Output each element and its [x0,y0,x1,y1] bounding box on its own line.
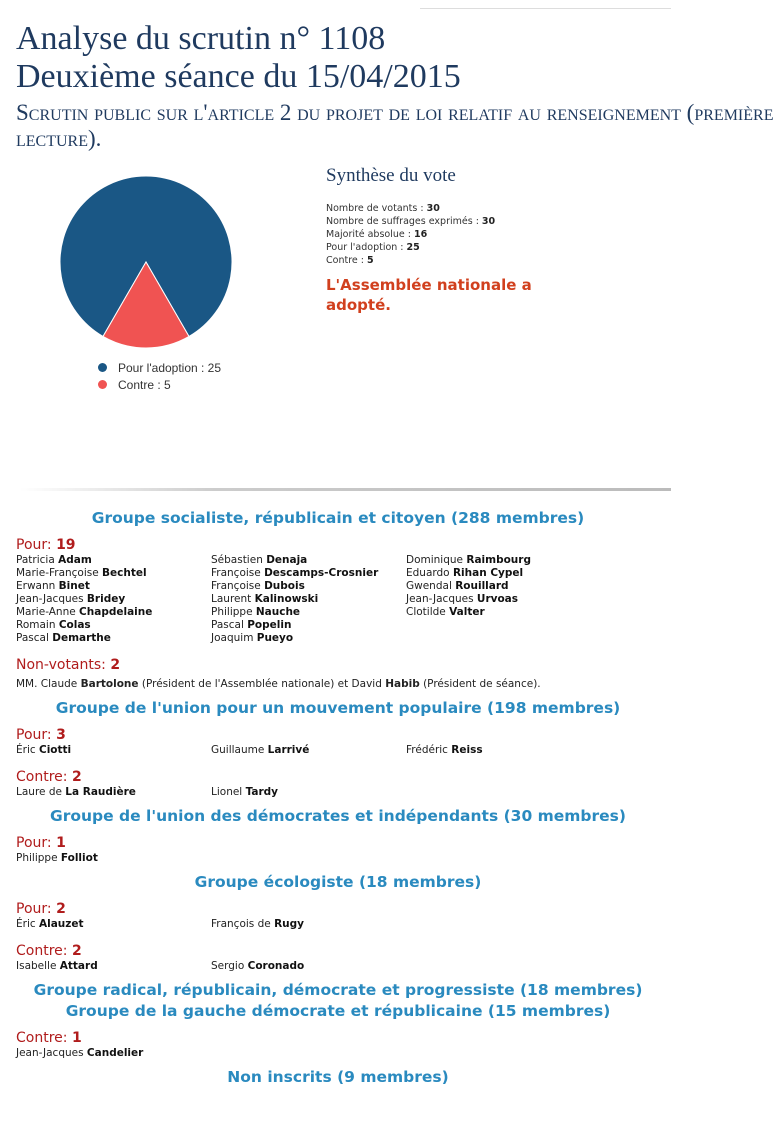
position-label: Contre: [16,769,72,785]
deputy-name [16,852,211,865]
deputy-first-name: Isabelle [16,960,60,972]
deputy-name [16,580,211,593]
deputy-first-name: Gwendal [406,580,456,592]
deputy-name [211,744,406,757]
position-count: 2 [110,657,121,673]
position-label: Pour: [16,901,57,917]
deputy-last-name: Nauche [255,606,301,618]
stat-label: Nombre de votants : [326,203,427,214]
deputy-first-name: Sébastien [211,554,267,566]
deputy-last-name: Ciotti [38,744,72,756]
deputy-first-name: Laure de [16,786,66,798]
deputy-name [406,580,601,593]
deputy-name [211,918,406,931]
deputy-first-name: Dominique [406,554,467,566]
deputy-list [16,1047,660,1060]
top-rule [420,8,671,9]
deputy-last-name: Adam [58,554,92,566]
deputy-first-name: Françoise [211,567,265,579]
spacer [16,973,660,979]
deputy-list [16,744,660,757]
legend-label: Pour l'adoption : 25 [118,360,222,375]
deputy-list [16,852,660,865]
stat-line [326,241,546,254]
stat-line [326,228,546,241]
vote-pie-chart [58,174,234,350]
stat-value: 5 [366,255,374,266]
stat-value: 16 [413,229,428,240]
deputy-last-name: Attard [59,960,98,972]
deputy-name [211,580,406,593]
deputy-last-name: Binet [58,580,90,592]
deputy-name [16,567,211,580]
deputy-first-name: Marie-Françoise [16,567,103,579]
synthesis-heading: Synthèse du vote [326,165,456,186]
deputy-first-name: François de [211,918,275,930]
deputy-first-name: Lionel [211,786,246,798]
note-text: (Président de l'Assemblée nationale) et David [138,678,386,690]
deputy-last-name: Descamps-Crosnier [264,567,379,579]
position-count: 3 [56,727,66,743]
deputy-first-name: Guillaume [211,744,268,756]
position-label: Pour: [16,537,57,553]
title-line-1: Analyse du scrutin n° 1108 [16,20,386,57]
groups-list [16,508,660,1088]
deputy-name [211,632,406,645]
deputy-last-name: Urvoas [476,593,519,605]
deputy-last-name: Denaja [266,554,308,566]
scrutin-subtitle: Scrutin public sur l'article 2 du projet de loi relatif au renseignement (première lecture). [16,100,773,151]
deputy-name [406,593,601,606]
group-title: Groupe écologiste (18 membres) [194,873,482,891]
deputy-last-name: Candelier [86,1047,144,1059]
deputy-name [16,606,211,619]
legend-swatch [98,363,107,372]
position-label: Pour: [16,835,57,851]
deputy-last-name: Demarthe [52,632,111,644]
deputy-list [16,786,660,799]
deputy-first-name: Éric [16,918,39,930]
deputy-name [406,606,601,619]
deputy-first-name: Clotilde [406,606,450,618]
position-count: 2 [71,769,82,785]
stat-label: Nombre de suffrages exprimés : [326,216,482,227]
group-title: Groupe radical, républicain, démocrate et progressiste (18 membres) [33,981,643,999]
group-title: Non inscrits (9 membres) [227,1068,449,1086]
position-heading [16,901,660,918]
deputy-last-name: Rugy [274,918,304,930]
deputy-last-name: Larrivé [267,744,310,756]
deputy-list [16,554,660,645]
spacer [16,893,660,901]
stat-line [326,202,546,215]
deputy-last-name: Popelin [247,619,292,631]
deputy-first-name: Jean-Jacques [406,593,477,605]
deputy-first-name: Laurent [211,593,255,605]
spacer [16,931,660,943]
legend-item [98,359,221,376]
deputy-first-name: Frédéric [406,744,452,756]
deputy-list [16,918,660,931]
legend-swatch [98,380,107,389]
spacer [16,529,660,537]
deputy-name [211,567,406,580]
legend-item [98,376,221,393]
deputy-name [16,619,211,632]
position-count: 2 [71,943,82,959]
deputy-last-name: Chapdelaine [79,606,153,618]
group-title: Groupe de l'union pour un mouvement populaire (198 membres) [55,699,621,717]
stat-value: 30 [426,203,440,214]
position-heading [16,943,660,960]
deputy-name [16,744,211,757]
spacer [16,827,660,835]
non-voters-note [16,678,660,691]
position-label: Non-votants: [16,657,111,673]
deputy-first-name: Sergio [211,960,248,972]
section-divider [20,488,671,491]
deputy-first-name: Philippe [16,852,61,864]
position-heading [16,537,660,554]
spacer [16,799,660,805]
vote-synthesis [326,165,546,315]
deputy-first-name: Eduardo [406,567,453,579]
deputy-name [16,960,211,973]
position-heading [16,835,660,852]
deputy-last-name: Valter [449,606,485,618]
deputy-first-name: Erwann [16,580,59,592]
position-heading [16,1030,660,1047]
title-line-2: Deuxième séance du 15/04/2015 [16,58,461,95]
spacer [16,1022,660,1030]
spacer [16,691,660,697]
deputy-first-name: Pascal [16,632,53,644]
stat-value: 30 [481,216,496,227]
deputy-last-name: Folliot [60,852,98,864]
deputy-name [16,1047,211,1060]
deputy-name [16,786,211,799]
deputy-last-name: Raimbourg [466,554,531,566]
deputy-list [16,960,660,973]
position-heading [16,769,660,786]
stat-line [326,254,546,267]
stat-label: Pour l'adoption : [326,242,407,253]
position-count: 1 [56,835,66,851]
position-count: 1 [71,1030,82,1046]
deputy-first-name: Philippe [211,606,256,618]
deputy-last-name: Rouillard [455,580,509,592]
deputy-last-name: Habib [385,678,420,690]
position-heading [16,657,660,674]
stat-value: 25 [406,242,420,253]
deputy-first-name: Jean-Jacques [16,593,87,605]
position-label: Pour: [16,727,57,743]
deputy-last-name: Alauzet [38,918,84,930]
position-count: 2 [56,901,66,917]
group-title: Groupe de l'union des démocrates et indépendants (30 membres) [49,807,626,825]
spacer [16,645,660,657]
spacer [16,757,660,769]
stat-line [326,215,546,228]
deputy-name [406,744,601,757]
deputy-name [406,554,601,567]
position-label: Contre: [16,943,72,959]
page-title [16,20,461,96]
vote-result: L'Assemblée nationale a adopté. [326,276,532,314]
deputy-name [211,606,406,619]
spacer [16,865,660,871]
deputy-first-name: Patricia [16,554,59,566]
deputy-first-name: Éric [16,744,39,756]
deputy-last-name: Pueyo [256,632,294,644]
deputy-last-name: Reiss [451,744,483,756]
deputy-first-name: Pascal [211,619,248,631]
deputy-last-name: Bridey [86,593,126,605]
position-count: 19 [56,537,76,553]
note-text: (Président de séance). [419,678,541,690]
deputy-last-name: Kalinowski [254,593,319,605]
deputy-name [16,632,211,645]
note-text: MM. Claude [16,678,81,690]
deputy-name [211,619,406,632]
deputy-first-name: Romain [16,619,59,631]
deputy-first-name: Joaquim [211,632,257,644]
deputy-name [16,593,211,606]
deputy-first-name: Marie-Anne [16,606,80,618]
deputy-name [211,960,406,973]
group-title: Groupe de la gauche démocrate et républicaine (15 membres) [65,1002,611,1020]
deputy-last-name: La Raudière [65,786,136,798]
stat-label: Majorité absolue : [326,229,414,240]
deputy-last-name: Coronado [247,960,305,972]
deputy-name [16,554,211,567]
deputy-first-name: Jean-Jacques [16,1047,87,1059]
deputy-last-name: Colas [58,619,91,631]
synthesis-stats [326,202,546,267]
deputy-last-name: Dubois [264,580,305,592]
position-label: Contre: [16,1030,72,1046]
deputy-name [406,567,601,580]
legend-label: Contre : 5 [118,377,171,392]
position-heading [16,727,660,744]
stat-label: Contre : [326,255,367,266]
deputy-name [211,786,406,799]
deputy-name [211,554,406,567]
deputy-last-name: Bechtel [102,567,147,579]
deputy-first-name: Françoise [211,580,265,592]
deputy-name [16,918,211,931]
deputy-name [211,593,406,606]
deputy-last-name: Bartolone [80,678,139,690]
spacer [16,1060,660,1066]
deputy-last-name: Rihan Cypel [452,567,524,579]
spacer [16,719,660,727]
pie-legend [98,359,221,393]
deputy-last-name: Tardy [245,786,278,798]
group-title: Groupe socialiste, républicain et citoyen (288 membres) [91,509,585,527]
